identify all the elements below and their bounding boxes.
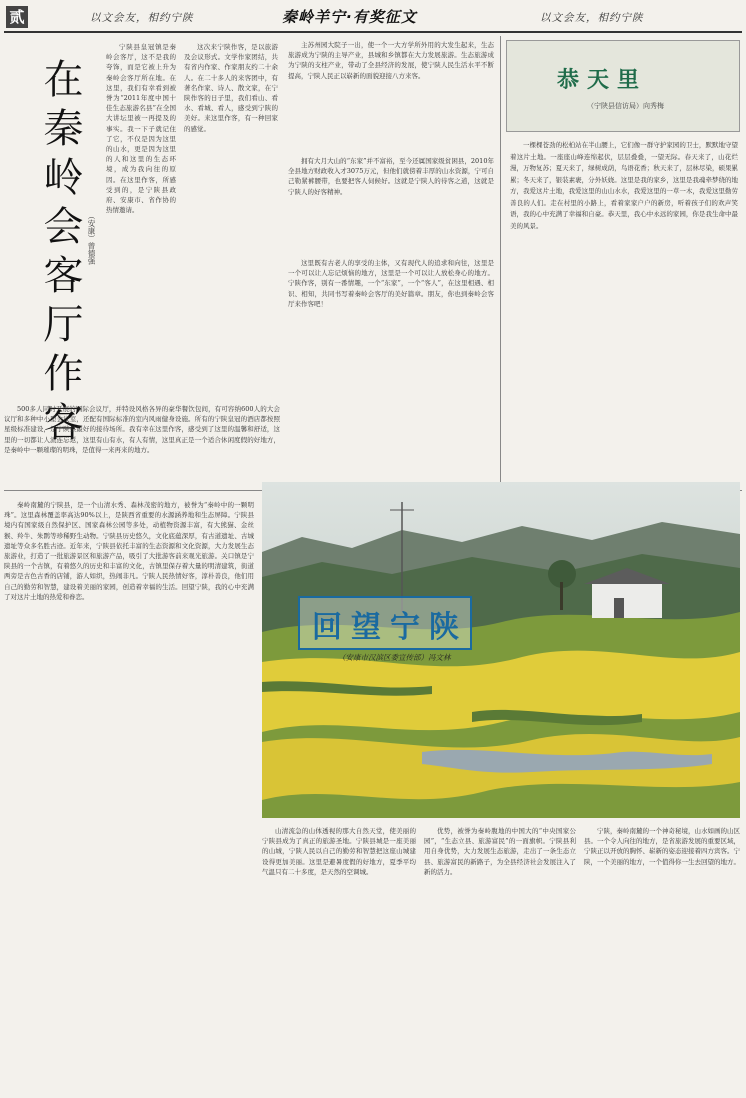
middle-col-1: 主苏州园大院子一出，使一个一大方学所外用的大发生起来，生态旅游成为宁陕的主导产业，县城和乡镇都在大力发展旅游。生态旅游成为宁陕的支柱产业，带动了全县经济的发展，使宁陕人民生活水平不断提高，宁陕人民正以崭新的面貌迎接八方来客。 xyxy=(288,41,494,80)
middle-col-2: 拥有大月大山的“东家”并不富裕，至今还属国家级贫困县，2010年全县地方财政收入才3075万元，但他们就傍着丰厚的山水资源，宁可自己勒紧裤腰带，也要把客人伺候好。这就是宁陕人的待客之道，这就是宁陕人的好客精神。 xyxy=(288,157,494,196)
page-number: 贰 xyxy=(6,6,28,28)
bottom-article-title: 回望宁陕 xyxy=(312,610,468,645)
article-title: 在秦岭会客厅作客 xyxy=(37,58,83,450)
bottom-left-text: 秦岭南麓的宁陕县，是一个山清水秀、森林茂密的地方，被誉为“秦岭中的一颗明珠”。这里森林覆盖率高达90%以上，是陕西省重要的水源涵养地和生态屏障。宁陕县境内有国家级自然保护区、国家森林公园等多处，动植物资源丰富，有大熊猫、金丝猴、羚牛、朱鹮等珍稀野生动物。宁陕县历史悠久，文化底蕴深厚，有古道遗址、古城遗址等众多名胜古迹。近年来，宁陕县依托丰富的生态资源和文化资源，大力发展生态旅游业，打造了一批旅游景区和旅游产品，吸引了大批游客前来观光旅游。关口镇是宁陕县的一个古镇，有着悠久的历史和丰富的文化，古镇里保存着大量的明清建筑，街道两旁是古色古香的店铺，游人如织，热闹非凡。宁陕人民热情好客，淳朴善良，他们用自己的勤劳和智慧，建设着美丽的家园，创造着幸福的生活。回望宁陕，我的心中充满了对这片土地的热爱和眷恋。 xyxy=(4,501,254,601)
bottom-col-1: 山清流急的山体透视的那大自然天堂，使美丽的宁陕县成为了真正的旅游圣地。宁陕县城是一座美丽的山城，宁陕人民以自己的勤劳和智慧把这座山城建设得更加美丽。这里是避暑度假的好地方，夏季平均气温只有二十多度，是天然的空调城。 xyxy=(262,827,416,876)
motto-right: 以文会友，相约宁陕 xyxy=(540,12,644,24)
bottom-article-byline: （安康市汉滨区委宣传部）冯文林 xyxy=(338,653,451,662)
poem-text: 一棵棵苍劲的松柏站在半山腰上，它们像一群守护家园的卫士，默默地守望着这片土地。一座座山峰连绵起伏，层层叠叠，一望无际。春天来了，山花烂漫，万物复苏；夏天来了，绿树成荫，鸟语花香；秋天来了，层林尽染，硕果累累；冬天来了，银装素裹，分外妖娆。这里是我的家乡，这里是我魂牵梦绕的地方，我爱这片土地，我爱这里的山山水水，我爱这里的一草一木，我爱这里勤劳善良的人们。走在村里的小路上，看着家家户户的新房，听着孩子们的欢声笑语，我的心中充满了幸福和自豪。恭天里，我心中永远的家园，你是我生命中最美的风景。 xyxy=(510,141,738,230)
motto-left: 以文会友，相约宁陕 xyxy=(90,12,194,24)
landscape-photo xyxy=(262,482,740,818)
masthead-rule xyxy=(4,31,742,33)
poem-byline: （宁陕县信访局）向秀梅 xyxy=(587,102,664,110)
article-byline: （安康）曾德强 xyxy=(87,212,96,265)
main-wide-text: 500多人同时开展的国际会议厅，并特设风格各异的豪华餐饮包间，有可容纳600人的大会议厅和多种中小型会议室，还配有国际标准的室内风雨健身设施。所有的宁陕皇冠的酒店都按照星级标准建设，是宁陕县最好的接待场所。我有幸在这里作客，感受到了这里的温馨和舒适，这里的一切都让人流连忘返，这里有山有水，有人有情，这里真正是一个适合休闲度假的好地方，是秦岭中一颗璀璨的明珠，是值得一来再来的地方。 xyxy=(4,405,280,454)
poem-title: 恭天里 xyxy=(557,68,648,93)
landscape-photo-graphic xyxy=(262,482,740,818)
middle-col-3: 这里既有古老人的享受的主体，又有现代人的追求和向往，这里是一个可以让人忘记烦恼的地方，这里是一个可以让人放松身心的地方。宁陕作客，别有一番情趣，一个“东家”，一个“客人”，在这里相遇、相识、相知，共同书写着秦岭会客厅的美好篇章。朋友，你也到秦岭会客厅来作客吧！ xyxy=(288,259,494,308)
bottom-col-3: 宁陕，秦岭南麓的一个神奇秘境，山水如画的山区县。一个令人向往的地方，是省旅游发展的重要区域，宁陕正以开放的胸怀、崭新的姿态迎接着四方宾客。宁陕，一个美丽的地方，一个值得你一生去回望的地方。 xyxy=(584,827,740,866)
bottom-col-2: 优势，被誉为秦岭腹地的中国大的“中央国家公园”，“生态立县、旅游富民”的一面旗帜。宁陕县利用自身优势，大力发展生态旅游，走出了一条生态立县、旅游富民的新路子，为全县经济社会发展注入了新的活力。 xyxy=(424,827,576,876)
vertical-divider xyxy=(500,36,501,486)
poem-box xyxy=(506,40,740,486)
column-title: 秦岭羊宁·有奖征文 xyxy=(282,8,417,26)
poem-header xyxy=(506,40,740,132)
main-col-2: 这次来宁陕作客，是以旅游及会议形式。文学作家团结，共有省内作家、作家朋友约二十余人。在二十多人的来客团中，有著名作家、诗人、散文家，在宁陕作客的日子里，我们看山、看水、看城、看人，感受到宁陕的美好。来这里作客，有一种回家的感觉。 xyxy=(184,43,278,133)
main-col-1: 宁陕县皇冠镇是秦岭会客厅，这不是我的夸饰，而是它被上升为秦岭会客厅所在地。在这里，我们有幸看到被誉为“2011年度中国十佳生态旅游名县”在全国大讲坛里被一再提及的事实。我一下子就记住了它，不仅是因为这里的山水，更是因为这里的人和这里的生态环境，成为我向往的原因。在这里作客，所感受到的，是宁陕县政府、安康市、省作协的热情邀请。 xyxy=(106,43,176,215)
masthead xyxy=(0,0,746,34)
